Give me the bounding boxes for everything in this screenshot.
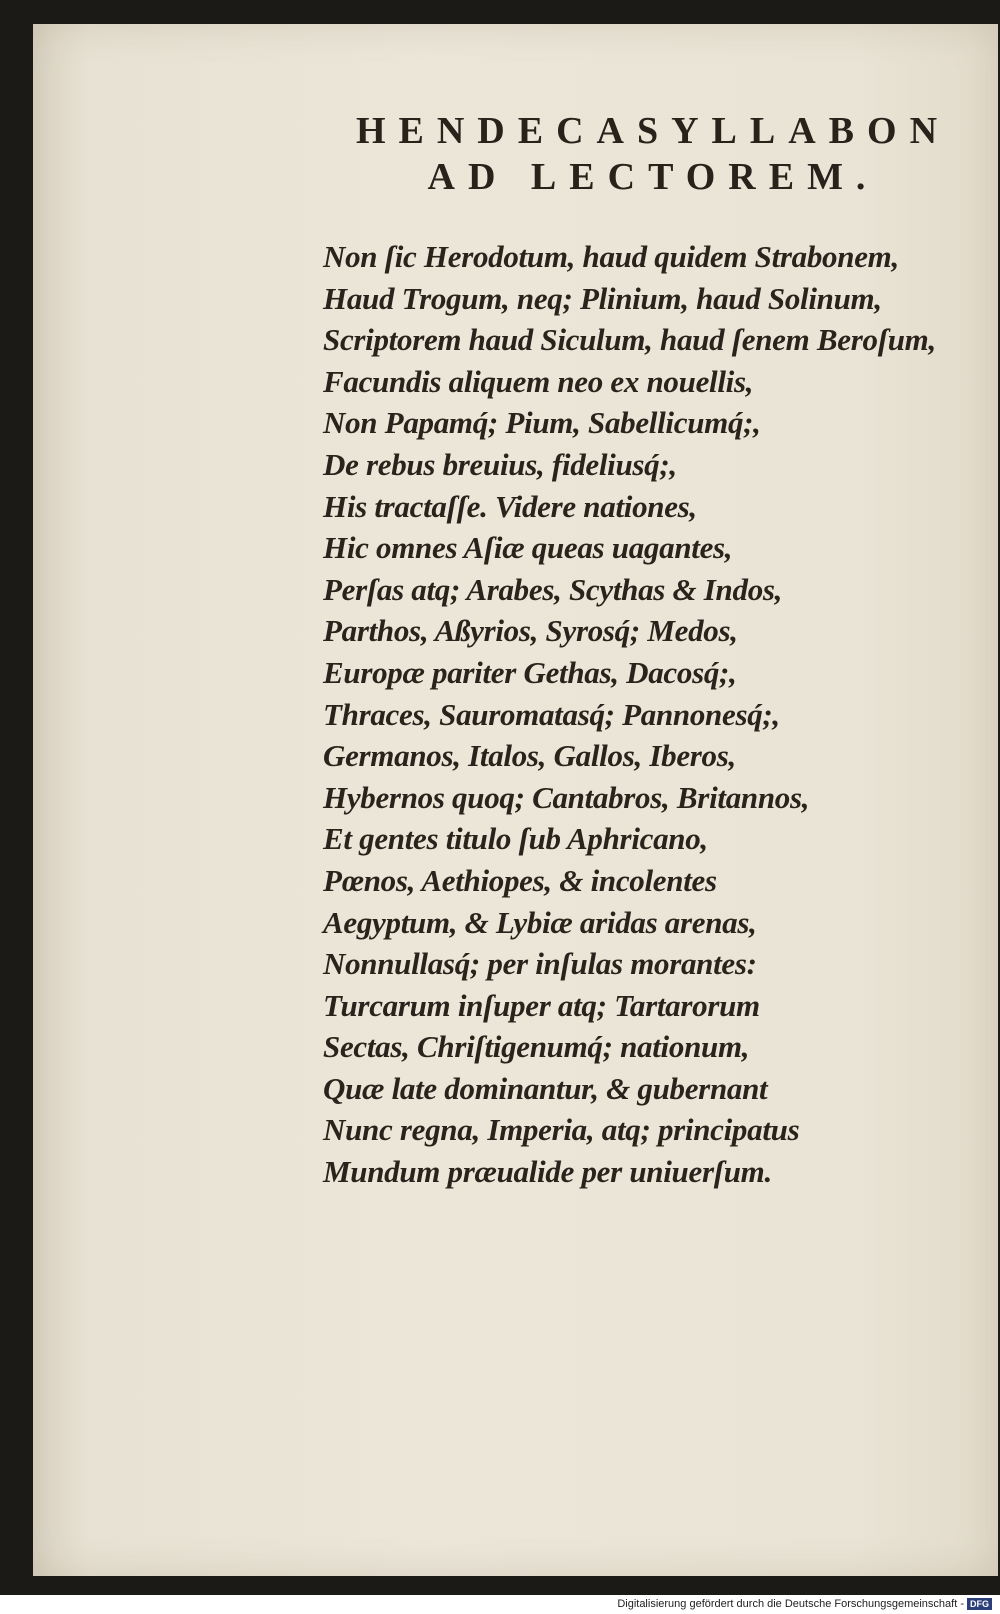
poem-line: Nunc regna, Imperia, atq; principatus <box>323 1112 800 1148</box>
heading-line-1: HENDECASYLLABON <box>355 110 951 152</box>
poem-line: Germanos, Italos, Gallos, Iberos, <box>323 738 736 774</box>
poem-line: His tractaſſe. Videre nationes, <box>323 488 697 524</box>
poem-line: Non Papamq́; Pium, Sabellicumq́;, <box>323 405 761 441</box>
poem-body <box>323 236 983 1193</box>
poem-line: Non ſic Herodotum, haud quidem Strabonem, <box>323 239 899 274</box>
heading-line-2: AD LECTOREM. <box>427 156 879 198</box>
poem-line: Scriptorem haud Siculum, haud ſenem Beroſum, <box>323 322 936 358</box>
poem-line: Haud Trogum, neq; Plinium, haud Solinum, <box>323 280 882 316</box>
dfg-logo: DFG <box>967 1598 992 1610</box>
poem-line: Europæ pariter Gethas, Dacosq́;, <box>323 654 737 690</box>
poem-heading <box>333 108 973 200</box>
poem-line: Sectas, Chriſtigenumq́; nationum, <box>323 1029 750 1065</box>
poem-line: Pœnos, Aethiopes, & incolentes <box>323 862 717 898</box>
poem-line: Nonnullasq́; per inſulas morantes: <box>323 946 757 982</box>
poem-line: Facundis aliquem neo ex nouellis, <box>323 363 754 399</box>
poem-line: Hybernos quoq; Cantabros, Britannos, <box>323 779 810 815</box>
poem-line: Et gentes titulo ſub Aphricano, <box>323 821 708 857</box>
poem-line: Quæ late dominantur, & gubernant <box>323 1070 768 1106</box>
poem-line: Turcarum inſuper atq; Tartarorum <box>323 987 760 1023</box>
poem-line: Perſas atq; Arabes, Scythas & Indos, <box>323 571 783 607</box>
poem-line: Thraces, Sauromatasq́; Pannonesq́;, <box>323 696 780 732</box>
poem-line: Aegyptum, & Lybiæ aridas arenas, <box>323 904 757 940</box>
digitization-credit <box>617 1598 992 1610</box>
poem-line: Mundum præualide per uniuerſum. <box>323 1154 772 1190</box>
poem-line: De rebus breuius, fideliusq́;, <box>323 446 677 482</box>
book-page <box>33 24 998 1576</box>
poem-line: Hic omnes Aſiæ queas uagantes, <box>323 530 733 566</box>
credit-text: Digitalisierung gefördert durch die Deutsche Forschungsgemeinschaft - <box>617 1598 964 1610</box>
poem-line: Parthos, Aßyrios, Syrosq́; Medos, <box>323 613 738 649</box>
